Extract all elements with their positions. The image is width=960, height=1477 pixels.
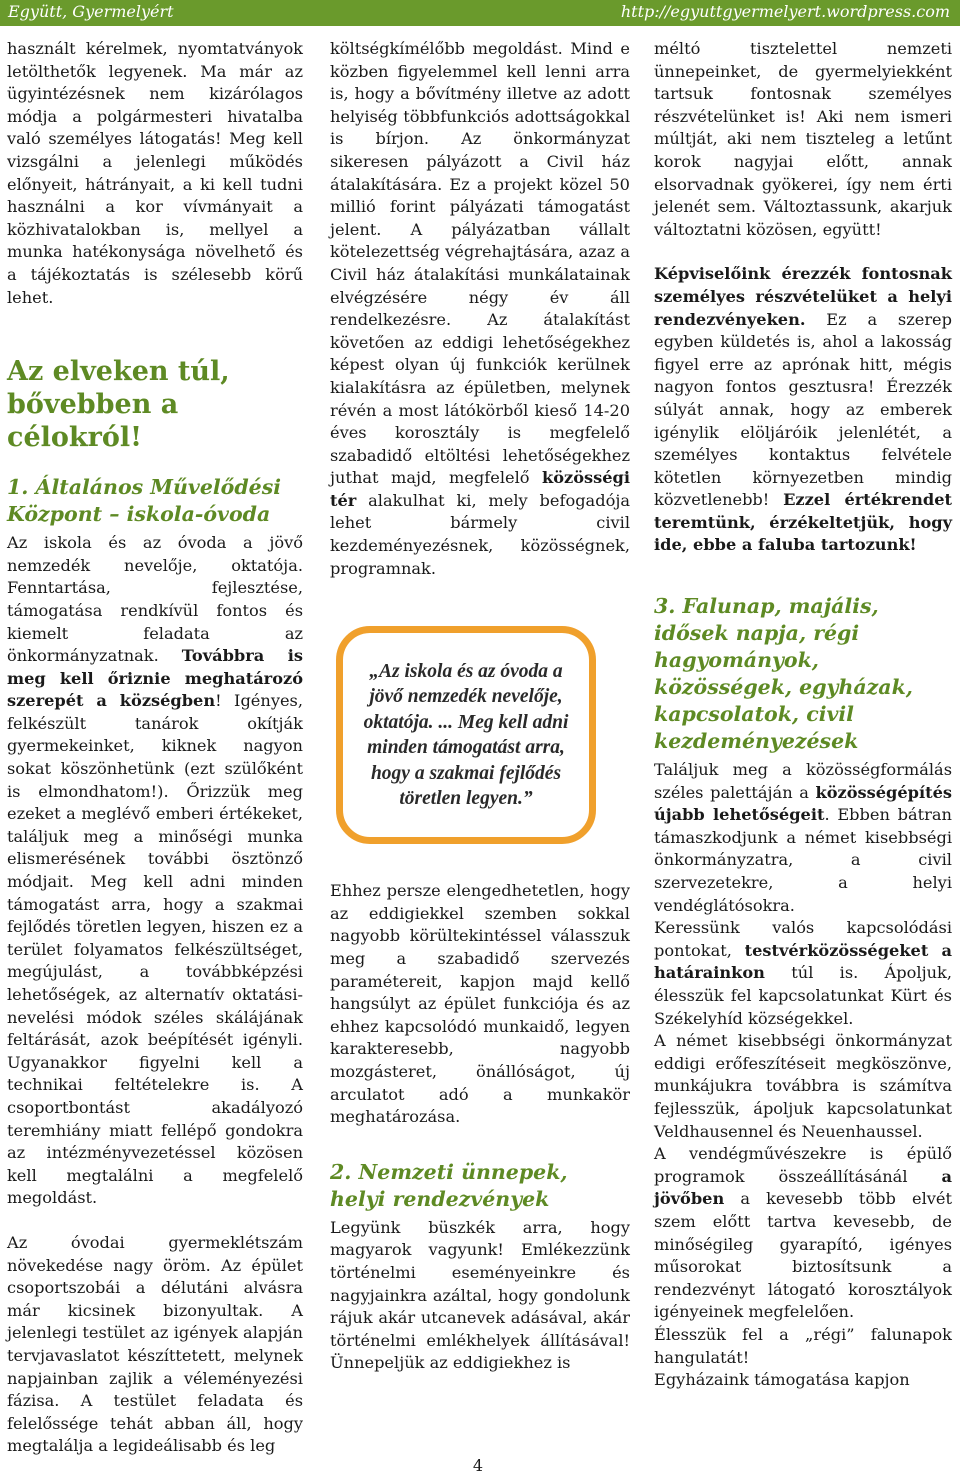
text-run: túl is. Ápoljuk, élesszük fel kapcsolatunkat Kürt és Székelyhíd községekkel. — [654, 963, 952, 1028]
paragraph — [654, 1143, 952, 1324]
page-number: 4 — [472, 1456, 484, 1475]
text-run: alakulhat ki, mely befogadója lehet bármely civil kezdeményezésnek, közösségnek, programnak. — [330, 490, 630, 578]
column-left — [7, 38, 303, 1458]
paragraph — [330, 38, 630, 580]
paragraph: méltó tisztelettel nemzeti ünnepeinket, de gyermelyiekként tartsuk fontosnak személyes részvételünket is! Aki nem ismeri múltját, aki nem tiszteleg a letűnt korok nagyjai előtt, annak elsorvadnak gyökerei, így nem érti jelenét sem. Változtassunk, akarjuk változtatni közösen, együtt! — [654, 39, 952, 239]
pull-quote-text: „Az iskola és az óvoda a jövő nemzedék nevelője, oktatója. ... Meg kell adni minden támogatást arra, hogy a szakmai fejlődés töretlen legyen.” — [363, 660, 569, 809]
header-title: Együtt, Gyermelyért — [8, 2, 174, 21]
text-run: Keressünk valós kapcsolódási pontokat, — [654, 918, 952, 960]
text-run: A vendégművészekre is épülő programok összeállításánál — [654, 1144, 952, 1186]
text-run: ! Igényes, felkészült tanárok okítják gyermekeinket, kiknek nagyon sokat köszönhetünk (ezt szülőként is elmondhatom!). Őrizzük meg ezeket a meglévő emberi értékeket, találjuk meg a minőségi munka elismerésének további ösztönző módjait. Meg kell adni minden támogatást arra, hogy a szakmai fejlődés töretlen legyen, hiszen ez a terület folyamatos felkészültséget, megújulást, a továbbképzési lehetőségek, az alternatív oktatási-nevelési módok széles skálájának feltárását, azok beépítését igényli. Ugyanakkor figyelni kell a technikai feltételekre is. A csoportbontást akadályozó teremhiány miatt fellépő gondokra az intézményvezetéssel közösen kell megtalálni a megfelelő megoldást. — [7, 691, 303, 1208]
text-run: költségkímélőbb megoldást. Mind e közben figyelemmel kell lenni arra is, hogy a bővítmény illetve az adott helyiség többfunkciós adottságokkal is bírjon. Az önkormányzat sikeresen pályázott a Civil ház átalakítására. Ez a projekt közel 50 millió forint pályázati támogatást jelent. A pályázatban vállalt kötelezettség végrehajtására, azaz a Civil ház átalakítási munkálatainak elvégzésére négy év áll rendelkezésre. Az átalakítást követően az eddigi lehetőségekhez képest olyan új funkciók kerülnek kialakításra az épületben, melynek révén a most látókörből kieső 14-20 éves korosztály is megfelelő szabadidő eltöltési lehetőségekhez juthat majd, megfelelő — [330, 39, 630, 488]
bold-text: közösségépítés újabb lehetőségeit — [654, 782, 952, 825]
subsection-title: 2. Nemzeti ünnepek, helyi rendezvények — [330, 1159, 568, 1211]
paragraph: Egyházaink támogatása kapjon — [654, 1370, 910, 1390]
page-header — [0, 0, 960, 26]
paragraph — [654, 917, 952, 1030]
bold-text: Ezzel értékrendet teremtünk, érzékeltetjük, hogy ide, ebbe a faluba tartozunk! — [654, 490, 952, 555]
pull-quote-box — [336, 626, 596, 844]
bold-text: testvérközösségeket a határainkon — [654, 940, 952, 983]
column-right — [654, 38, 952, 1392]
bold-text: a jövőben — [654, 1166, 952, 1209]
paragraph — [654, 759, 952, 917]
subsection-title: 3. Falunap, majális, idősek napja, régi hagyományok, közösségek, egyházak, kapcsolatok, civil kezdeményezések — [654, 594, 913, 754]
text-run: Találjuk meg a közösségformálás széles palettáján a — [654, 760, 952, 802]
bold-text: közösségi tér — [330, 468, 630, 510]
text-run: . Ebben bátran támaszkodjunk a német kisebbségi önkormányzatra, a civil szervezetekre, a helyi vendéglátósokra. — [654, 805, 952, 915]
paragraph: Legyünk büszkék arra, hogy magyarok vagyunk! Emlékezzünk történelmi eseményeinkre és nagyjainkra azáltal, hogy gondolunk rájuk akár utcanevek adásával, akár történelmi emlékhelyek állításával! Ünnepeljük az eddigiekhez is — [330, 1217, 630, 1373]
text-run: a kevesebb több elvét szem előtt tartva kevesebb, de minőségileg gyarapító, igényes műsorokat biztosítsunk a rendezvényt látogató korosztályok igényeinek megfelelően. — [654, 1189, 952, 1322]
bold-text: Továbbra is meg kell őriznie meghatározó szerepét a községben — [7, 646, 303, 711]
text-run: Az iskola és az óvoda a jövő nemzedék nevelője, oktatója. Fenntartása, fejlesztése, támogatása rendkívül fontos és kiemelt feladata az önkormányzatnak. — [7, 533, 303, 666]
paragraph — [7, 532, 303, 1210]
paragraph: Élesszük fel a „régi” falunapok hangulatát! — [654, 1324, 952, 1367]
paragraph: Ehhez persze elengedhetetlen, hogy az eddigiekkel szemben sokkal nagyobb körültekintéssel válasszuk meg a szabadidő szervezés paramétereit, kapjon majd kellő hangsúlyt az épület funkciója és az ehhez kapcsolódó munkaidő, legyen karakteresebb, nagyobb mozgásteret, önállóságot, új arculatot adó a munkakör meghatározása. — [330, 881, 630, 1127]
paragraph: Az óvodai gyermeklétszám növekedése nagy öröm. Az épület csoportszobái a délutáni alvásra már kicsinek bizonyultak. A jelenlegi testület az igények alapján tervjavaslatot készíttetett, melynek napjainban zajlik a véleményezési fázisa. A testület feladata és felelőssége tehát abban áll, hogy megtalálja a legideálisabb és leg — [7, 1232, 303, 1456]
section-heading: Az elveken túl, bővebben a célokról! — [7, 356, 230, 454]
paragraph: használt kérelmek, nyomtatványok letölthetők legyenek. Ma már az ügyintézésnek nem kizárólagos módja a polgármesteri hivatalba való személyes látogatás! Meg kell vizsgálni a jelenlegi működés előnyeit, hátrányait, a ki kell tudni használni a kor vívmányait a közhivatalokban is, mellyel a munka hatékonysága növelhető és a tájékoztatás is szélesebb körű lehet. — [7, 39, 303, 307]
paragraph: A német kisebbségi önkormányzat eddigi erőfeszítéseit megköszönve, munkájukra továbbra is számítva fejlesszük, ápoljuk kapcsolatunkat Veldhausennel és Neuenhaussel. — [654, 1031, 952, 1141]
header-url[interactable]: http://egyuttgyermelyert.wordpress.com — [620, 2, 950, 21]
text-run: Ez a szerep egyben küldetés is, ahol a lakosság figyel erre az aprónak hitt, mégis nagyon fontos gesztusra! Érezzék súlyát annak, hogy az emberek igénylik elöljáróik jelenlétét, a személyes kontaktus felvétele kötetlen környezetben mindig közvetlenebb! — [654, 309, 952, 510]
subsection-title: 1. Általános Művelődési Központ – iskola-óvoda — [7, 475, 282, 527]
paragraph — [654, 263, 952, 557]
bold-text: Képviselőink érezzék fontosnak személyes részvételüket a helyi rendezvényeken. — [654, 264, 952, 329]
